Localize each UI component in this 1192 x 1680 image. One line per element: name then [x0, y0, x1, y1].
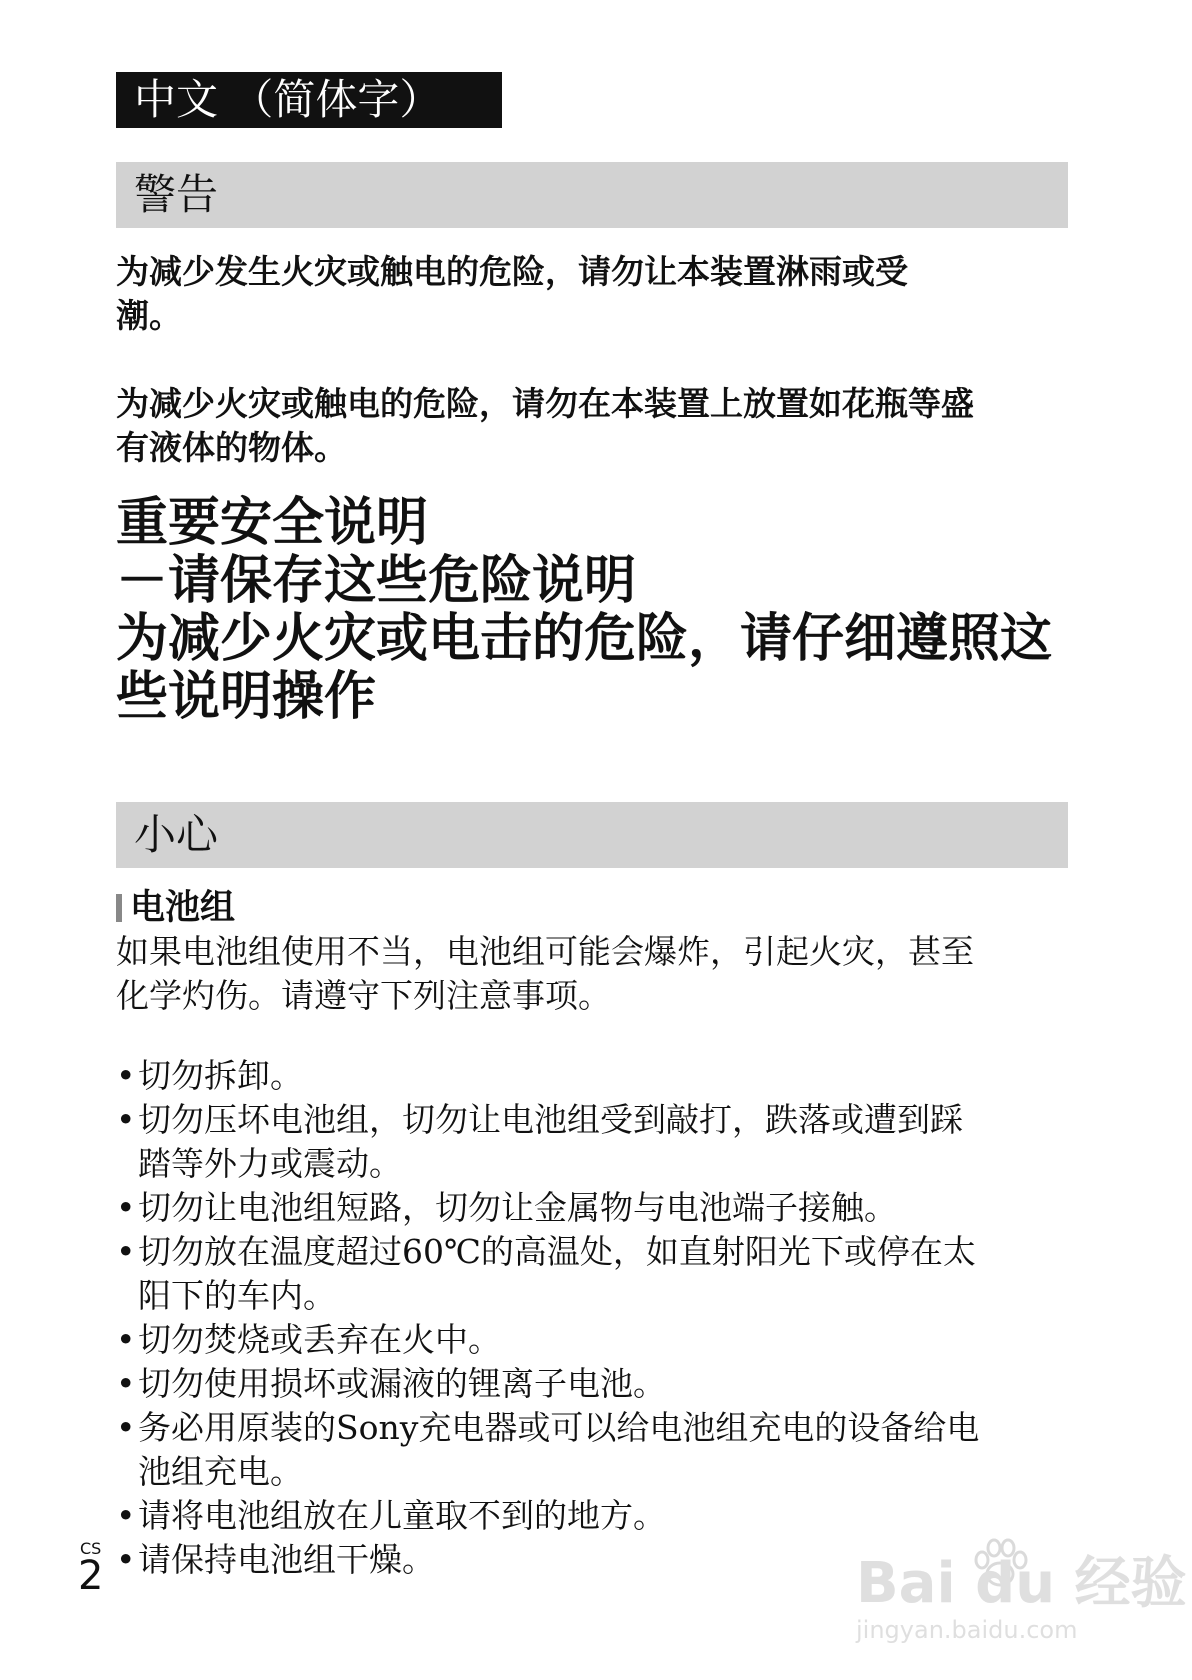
- safety-heading: [116, 494, 1076, 726]
- bullet-item: [116, 1186, 1076, 1230]
- safety-heading-line: 些说明操作: [116, 667, 377, 727]
- bullet-dot: •: [116, 1232, 136, 1271]
- bullet-line: 务必用原装的Sony充电器或可以给电池组充电的设备给电: [138, 1408, 980, 1447]
- safety-heading-line: 重要安全说明: [116, 493, 429, 553]
- bullet-dot: •: [116, 1496, 136, 1535]
- warning-paragraph-2-line: 有液体的物体。: [116, 428, 347, 467]
- section-title-warning: 警告: [116, 162, 1068, 228]
- page-language-code: CS: [80, 1539, 102, 1558]
- warning-paragraph-1: [116, 250, 1076, 338]
- watermark-brand: Bai du 经验: [856, 1551, 1187, 1616]
- bullet-item: [116, 1406, 1076, 1494]
- bullet-line: 踏等外力或震动。: [138, 1144, 402, 1183]
- warning-paragraph-2: [116, 382, 1076, 470]
- bullet-dot: •: [116, 1364, 136, 1403]
- warning-paragraph-2-line: 为减少火灾或触电的危险，请勿在本装置上放置如花瓶等盛: [116, 384, 974, 423]
- section-title-caution: 小心: [116, 802, 1068, 868]
- bullet-line: 切勿拆卸。: [138, 1056, 303, 1095]
- bullet-line: 切勿让电池组短路，切勿让金属物与电池端子接触。: [138, 1188, 897, 1227]
- caution-intro-line: 如果电池组使用不当，电池组可能会爆炸，引起火灾，甚至: [116, 932, 974, 971]
- bullet-dot: •: [116, 1540, 136, 1579]
- bullet-dot: •: [116, 1408, 136, 1447]
- caution-bullet-list: [116, 1054, 1076, 1582]
- warning-paragraph-1-line: 潮。: [116, 296, 182, 335]
- bullet-dot: •: [116, 1056, 136, 1095]
- bullet-dot: •: [116, 1100, 136, 1139]
- baidu-watermark: [856, 1538, 1187, 1658]
- caution-intro: [116, 930, 1076, 1018]
- bullet-line: 切勿放在温度超过60℃的高温处，如直射阳光下或停在太: [138, 1232, 976, 1271]
- bullet-line: 切勿压坏电池组，切勿让电池组受到敲打，跌落或遭到踩: [138, 1100, 963, 1139]
- bullet-item: [116, 1362, 1076, 1406]
- bullet-line: 请将电池组放在儿童取不到的地方。: [138, 1496, 666, 1535]
- bullet-dot: •: [116, 1188, 136, 1227]
- bullet-item: [116, 1054, 1076, 1098]
- language-tag: 中文 （简体字）: [116, 72, 502, 128]
- warning-paragraph-1-line: 为减少发生火灾或触电的危险，请勿让本装置淋雨或受: [116, 252, 908, 291]
- bullet-dot: •: [116, 1320, 136, 1359]
- bullet-line: 请保持电池组干燥。: [138, 1540, 435, 1579]
- page-number: 2: [78, 1553, 104, 1599]
- bullet-item: [116, 1494, 1076, 1538]
- battery-subheading-text: 电池组: [130, 888, 236, 928]
- safety-heading-line: －请保存这些危险说明: [116, 551, 637, 611]
- bullet-line: 切勿使用损坏或漏液的锂离子电池。: [138, 1364, 666, 1403]
- bullet-line: 切勿焚烧或丢弃在火中。: [138, 1320, 501, 1359]
- bullet-item: [116, 1230, 1076, 1318]
- bullet-line: 池组充电。: [138, 1452, 303, 1491]
- subheading-marker: [116, 894, 122, 922]
- safety-heading-line: 为减少火灾或电击的危险，请仔细遵照这: [116, 609, 1053, 669]
- bullet-item: [116, 1098, 1076, 1186]
- caution-intro-line: 化学灼伤。请遵守下列注意事项。: [116, 976, 611, 1015]
- bullet-line: 阳下的车内。: [138, 1276, 336, 1315]
- battery-subheading: [116, 886, 235, 930]
- watermark-url: jingyan.baidu.com: [856, 1616, 1078, 1644]
- bullet-item: [116, 1318, 1076, 1362]
